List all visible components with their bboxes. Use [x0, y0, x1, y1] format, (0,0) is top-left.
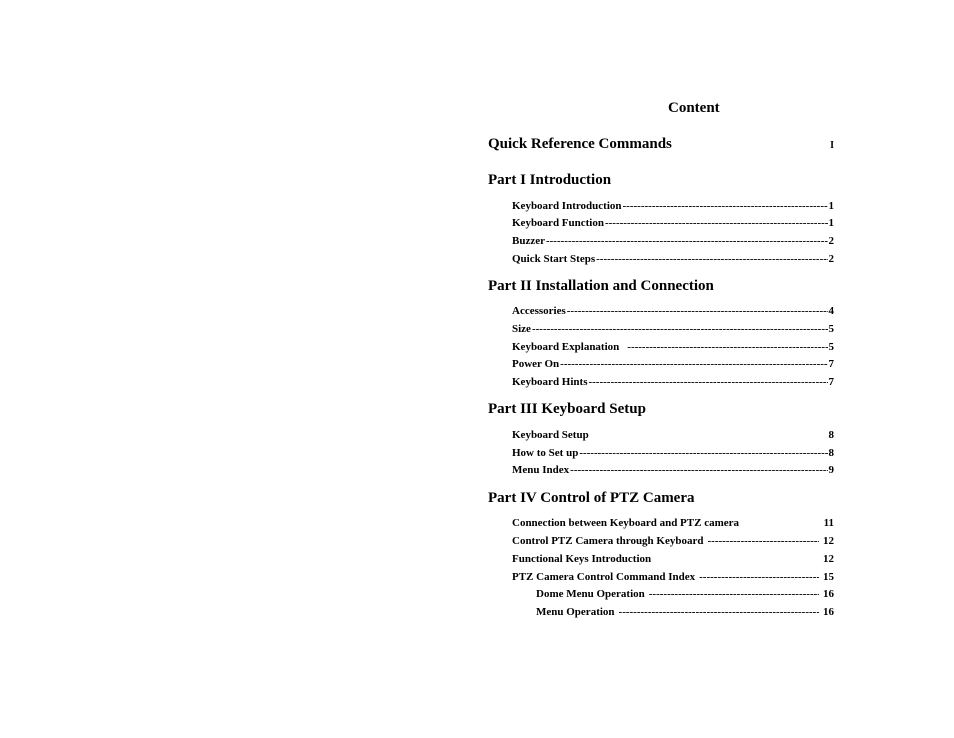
- entry-page: 16: [823, 606, 834, 618]
- section-part-1: [488, 171, 834, 189]
- section-heading: Quick Reference Commands: [488, 136, 672, 152]
- toc-entry: [512, 463, 834, 477]
- entry-label: How to Set up: [512, 447, 579, 459]
- dot-leader: [623, 199, 828, 213]
- section-heading: Part III Keyboard Setup: [488, 401, 646, 417]
- toc-subentry: [536, 605, 834, 619]
- entry-page: 12: [823, 535, 834, 547]
- entry-page: 5: [828, 341, 834, 353]
- section-part-2: [488, 277, 834, 295]
- toc-entry: [512, 340, 834, 354]
- toc-entry: [512, 252, 834, 266]
- entry-label: Keyboard Hints: [512, 376, 588, 388]
- toc-entry: [512, 375, 834, 389]
- section-part-4: [488, 489, 834, 507]
- dot-leader: [570, 463, 827, 477]
- toc-entry: [512, 552, 834, 566]
- entry-page: 7: [828, 358, 834, 370]
- dot-leader: [699, 570, 819, 584]
- entry-label: Functional Keys Introduction: [512, 553, 652, 565]
- entry-page: 2: [828, 235, 834, 247]
- toc-entry: [512, 570, 834, 584]
- entry-page: 8: [828, 447, 834, 459]
- entry-label: Menu Operation: [536, 606, 615, 618]
- toc-entry: [512, 322, 834, 336]
- toc-entry: [512, 446, 834, 460]
- entry-label: Keyboard Function: [512, 217, 604, 229]
- entry-page: 5: [828, 323, 834, 335]
- dot-leader: [627, 340, 827, 354]
- dot-leader: [605, 216, 828, 230]
- toc-entry: [512, 428, 834, 442]
- section-part-3: [488, 400, 834, 418]
- section-heading: Part II Installation and Connection: [488, 278, 714, 294]
- dot-leader: [546, 234, 828, 248]
- dot-leader: [579, 446, 827, 460]
- dot-leader: [560, 357, 827, 371]
- entry-label: PTZ Camera Control Command Index: [512, 571, 696, 583]
- dot-leader: [532, 322, 828, 336]
- entry-page: 4: [828, 305, 834, 317]
- entry-page: 2: [828, 253, 834, 265]
- toc-entry: [512, 516, 834, 530]
- section-heading: Part I Introduction: [488, 172, 612, 188]
- dot-leader: [619, 605, 819, 619]
- dot-leader: [567, 304, 828, 318]
- entry-label: Control PTZ Camera through Keyboard: [512, 535, 704, 547]
- toc-entry: [512, 534, 834, 548]
- dot-leader: [588, 375, 827, 389]
- entry-page: 12: [823, 553, 834, 565]
- entry-page: 1: [828, 217, 834, 229]
- entry-label: Dome Menu Operation: [536, 588, 645, 600]
- entry-page: 15: [823, 571, 834, 583]
- toc-entry: [512, 357, 834, 371]
- entry-label: Power On: [512, 358, 560, 370]
- section-quick-reference: [488, 135, 834, 155]
- entry-label: Menu Index: [512, 464, 570, 476]
- entry-page: 11: [823, 517, 834, 529]
- entry-page: 7: [828, 376, 834, 388]
- toc-entry: [512, 304, 834, 318]
- entry-label: Accessories: [512, 305, 566, 317]
- entry-label: Quick Start Steps: [512, 253, 596, 265]
- dot-leader: [596, 252, 827, 266]
- entry-page: 8: [828, 429, 834, 441]
- section-heading: Part IV Control of PTZ Camera: [488, 490, 695, 506]
- dot-leader: [649, 587, 819, 601]
- page-title: Content: [668, 100, 720, 116]
- section-page: I: [830, 140, 834, 151]
- dot-leader: [708, 534, 820, 548]
- entry-label: Keyboard Introduction: [512, 200, 622, 212]
- toc-entry: [512, 216, 834, 230]
- toc-entry: [512, 199, 834, 213]
- toc-subentry: [536, 587, 834, 601]
- toc-entry: [512, 234, 834, 248]
- entry-page: 1: [828, 200, 834, 212]
- entry-label: Buzzer: [512, 235, 545, 247]
- entry-page: 9: [828, 464, 834, 476]
- entry-label: Size: [512, 323, 531, 335]
- entry-label: Keyboard Setup: [512, 429, 589, 441]
- entry-label: Keyboard Explanation: [512, 341, 620, 353]
- entry-label: Connection between Keyboard and PTZ camera: [512, 517, 740, 529]
- entry-page: 16: [823, 588, 834, 600]
